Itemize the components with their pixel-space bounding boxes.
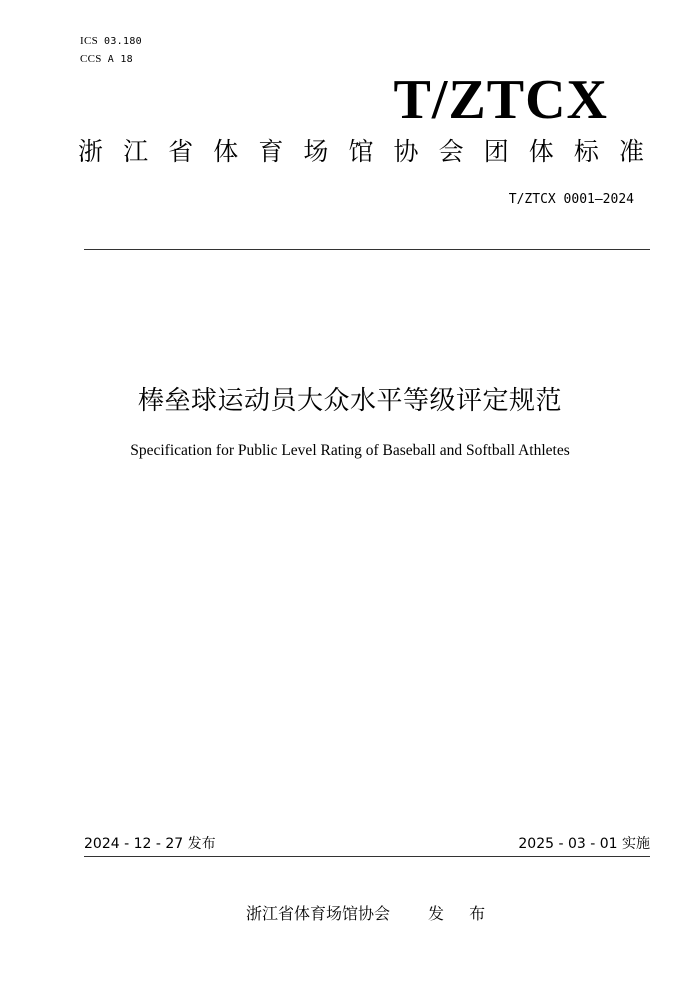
footer-divider <box>84 856 650 857</box>
org-title-char: 团 <box>483 137 509 166</box>
org-title-char: 准 <box>618 137 644 166</box>
issue-date: 2024 - 12 - 27 发布 <box>84 836 216 852</box>
publisher-name: 浙江省体育场馆协会 <box>246 904 391 923</box>
org-title-char: 馆 <box>348 137 374 166</box>
standard-number: T/ZTCX 0001—2024 <box>508 192 634 207</box>
org-title-char: 协 <box>393 137 419 166</box>
effective-date: 2025 - 03 - 01 实施 <box>518 836 650 852</box>
org-title-char: 育 <box>258 137 284 166</box>
org-title-char: 体 <box>213 137 239 166</box>
ics-code: 03.180 <box>104 36 142 47</box>
org-title-char: 标 <box>573 137 599 166</box>
org-title-char: 江 <box>123 137 149 166</box>
document-title-english: Specification for Public Level Rating of Baseball and Softball Athletes <box>130 442 570 459</box>
ccs-code: A 18 <box>107 54 133 65</box>
org-title-char: 会 <box>438 137 464 166</box>
ics-classification <box>80 34 142 49</box>
ccs-label: CCS <box>80 53 102 65</box>
org-title-char: 场 <box>303 137 329 166</box>
org-standard-title <box>78 134 644 170</box>
ics-label: ICS <box>80 35 99 47</box>
header-divider <box>84 249 650 250</box>
brand-code: T/ZTCX <box>393 69 608 131</box>
org-title-char: 体 <box>528 137 554 166</box>
org-title-char: 浙 <box>78 137 104 166</box>
org-title-char: 省 <box>168 137 194 166</box>
document-title-chinese: 棒垒球运动员大众水平等级评定规范 <box>137 386 562 416</box>
publish-label: 发 布 <box>428 904 496 923</box>
ccs-classification <box>80 52 133 67</box>
